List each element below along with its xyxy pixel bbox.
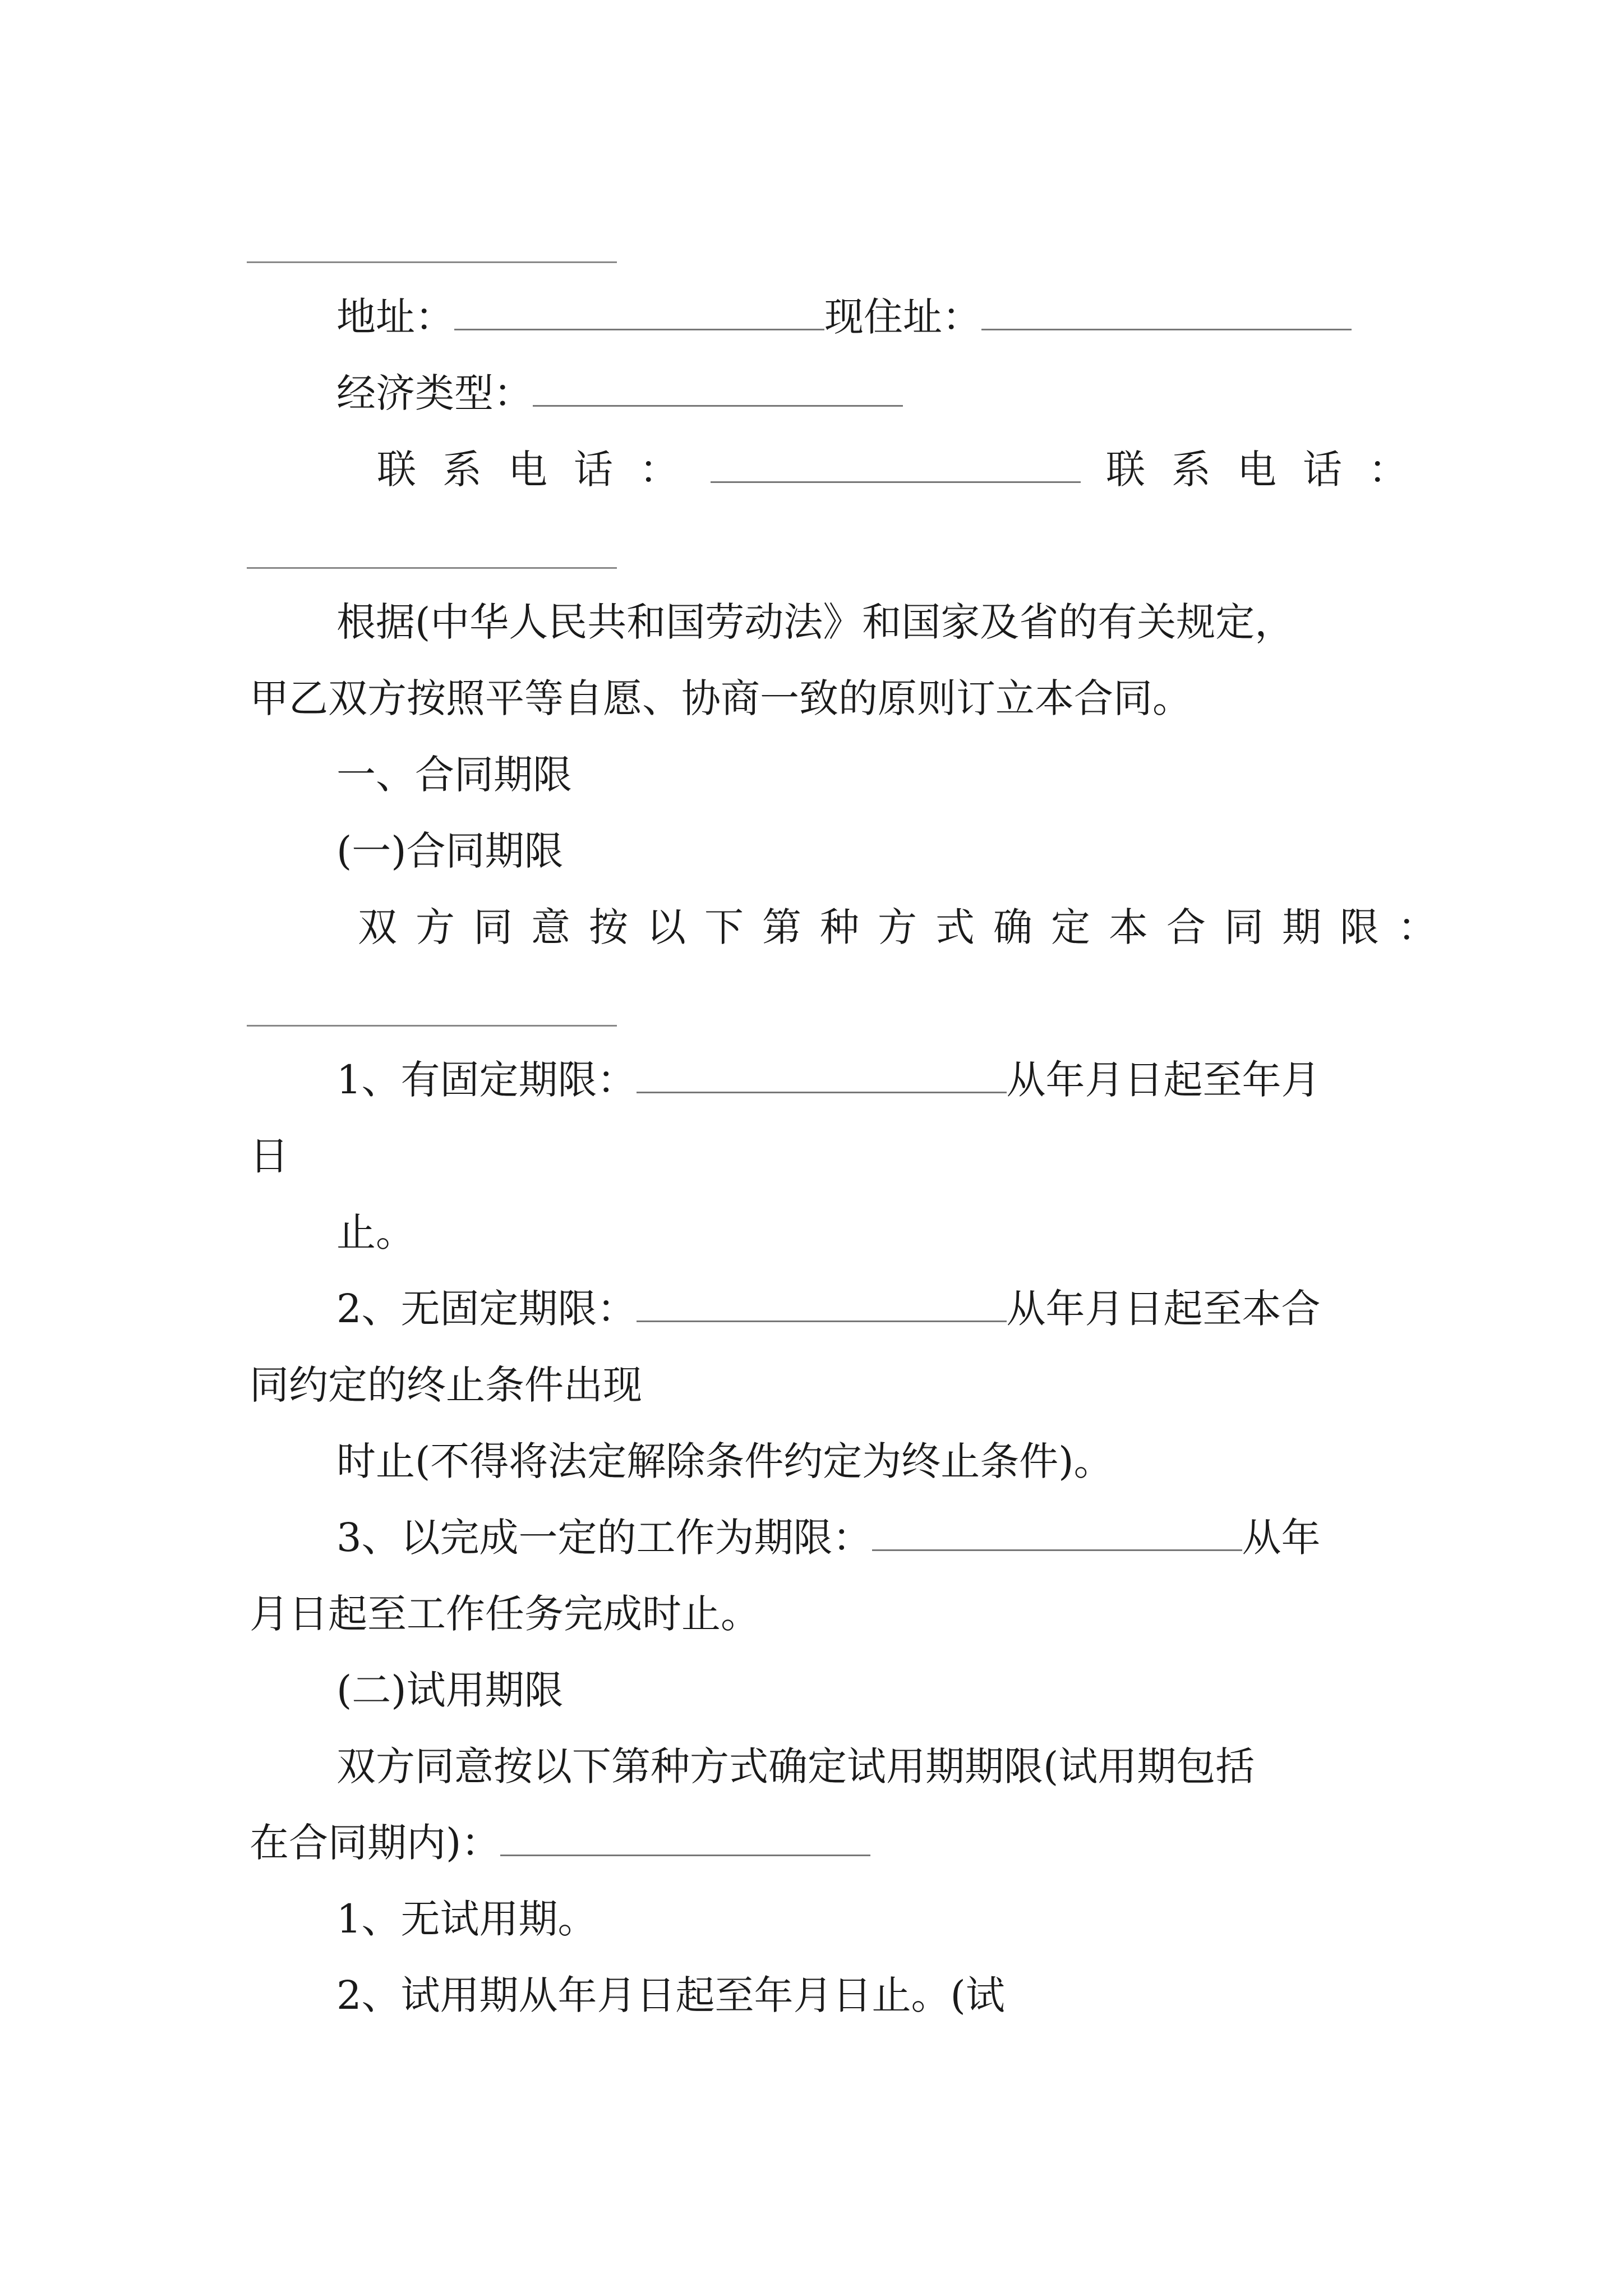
intro-line-1: 根据(中华人民共和国劳动法》和国家及省的有关规定， <box>336 599 1294 645</box>
term-item-3-suffix: 从年 <box>1242 1515 1321 1561</box>
phone-label-1: 联系电话： <box>377 447 705 493</box>
current-address-blank[interactable] <box>981 295 1352 330</box>
term-item-2-blank[interactable] <box>637 1287 1007 1322</box>
subsection-2-title: (二)试用期限 <box>336 1667 564 1713</box>
phone-line <box>377 444 1434 495</box>
term-item-3 <box>336 1512 1321 1563</box>
term-item-1-prefix: 1、有固定期限： <box>336 1057 637 1103</box>
term-item-3-prefix: 3、以完成一定的工作为期限： <box>336 1515 872 1561</box>
blank-line <box>247 1025 617 1027</box>
address-label: 地址： <box>336 294 454 340</box>
address-blank[interactable] <box>454 295 824 330</box>
trial-item-2: 2、试用期从年月日起至年月日止。(试 <box>336 1972 1005 2018</box>
term-item-2-suffix: 从年月日起至本合 <box>1006 1286 1321 1332</box>
term-item-3-wrap: 月日起至工作任务完成时止。 <box>250 1591 760 1637</box>
address-line <box>336 292 1352 342</box>
subsection-2-line-2 <box>250 1818 870 1868</box>
trial-item-1: 1、无试用期。 <box>336 1896 597 1942</box>
term-item-2-prefix: 2、无固定期限： <box>336 1286 637 1332</box>
term-item-1-blank[interactable] <box>637 1058 1007 1093</box>
term-item-2 <box>336 1283 1321 1334</box>
trial-period-blank[interactable] <box>500 1821 870 1856</box>
blank-line <box>247 261 617 263</box>
economic-type-line <box>336 368 903 418</box>
blank-line <box>247 567 617 569</box>
term-item-2-wrap: 同约定的终止条件出现 <box>250 1362 642 1408</box>
subsection-1-title: (一)合同期限 <box>336 828 564 874</box>
section-1-title: 一、合同期限 <box>336 752 572 798</box>
subsection-2-line-2-text: 在合同期内)： <box>250 1820 501 1866</box>
phone-label-2: 联系电话： <box>1106 447 1434 493</box>
subsection-1-text: 双方同意按以下第种方式确定本合同期限： <box>358 904 1455 950</box>
term-item-1-end: 止。 <box>336 1209 415 1255</box>
term-item-1-suffix: 从年月日起至年月 <box>1006 1057 1321 1103</box>
intro-line-2: 甲乙双方按照平等自愿、协商一致的原则订立本合同。 <box>250 675 1192 721</box>
economic-type-label: 经济类型： <box>336 370 533 416</box>
subsection-2-line-1: 双方同意按以下第种方式确定试用期期限(试用期包括 <box>336 1743 1255 1789</box>
economic-type-blank[interactable] <box>533 371 903 407</box>
phone-blank-1[interactable] <box>711 448 1081 483</box>
term-item-1-wrap: 日 <box>250 1133 289 1179</box>
term-item-1 <box>336 1055 1321 1105</box>
current-address-label: 现住址： <box>824 294 981 340</box>
term-item-3-blank[interactable] <box>872 1516 1242 1551</box>
term-item-2-end: 时止(不得将法定解除条件约定为终止条件)。 <box>336 1438 1113 1484</box>
